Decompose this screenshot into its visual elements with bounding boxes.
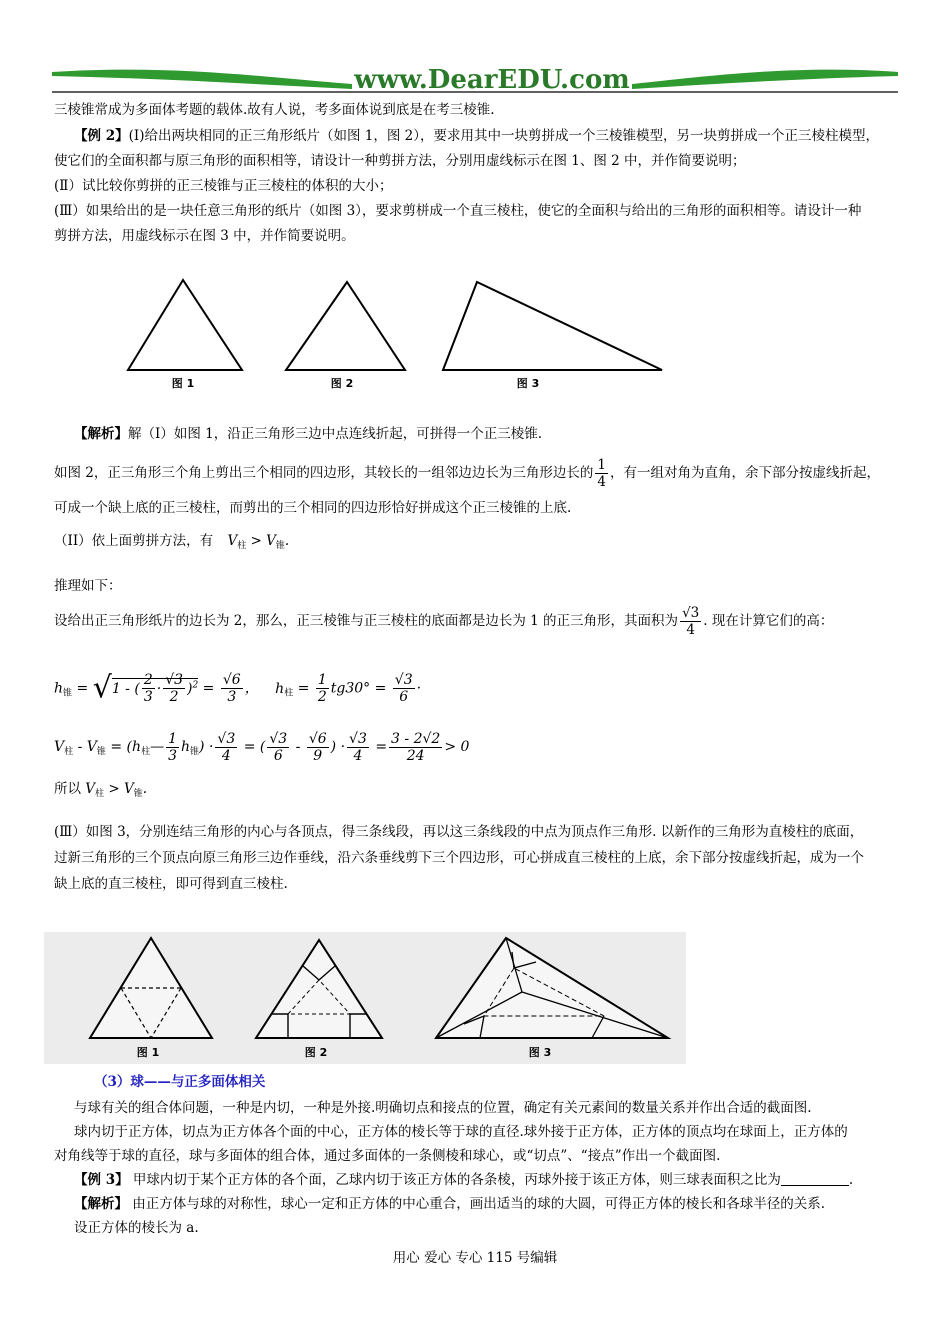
example2-line1: 【例 2】(Ⅰ)给出两块相同的正三角形纸片（如图 1，图 2），要求用其中一块剪拼成一个三棱锥模型，另一块剪拼成一个正三棱柱模型， (74, 128, 879, 144)
section3-line2: 球内切于正方体，切点为正方体各个面的中心，正方体的棱长等于球的直径.球外接于正方体，正方体的顶点均在球面上，正方体的 (74, 1124, 848, 1140)
example3-label: 【例 3】 (74, 1172, 129, 1188)
example2-label: 【例 2】 (74, 128, 129, 144)
volume-comparison: $V_柱 > V_锥$. (227, 533, 290, 551)
fraction-quarter: $\frac{1}{4}$ (597, 457, 606, 490)
solution-line2: 如图 2，正三角形三个角上剪出三个相同的四边形，其较长的一组邻边边长为三角形边长的 $\frac{1}{4}$ ，有一组对角为直角，余下部分按虚线折起， (54, 457, 880, 490)
triangle-fig1 (128, 280, 242, 370)
reasoning-intro: 推理如下： (54, 578, 122, 594)
height-formulas: $h_锥 = √1$ - ( $\frac{2}{3}$ · $\frac{√3}{2}$ )$^2$ = $\frac{√6}{3}$ ， $h_柱$ = $\frac{1}{2}$ tg30° = $\frac{√3}{6}$ · (54, 670, 422, 706)
example2-line2: 使它们的全面积都与原三角形的面积相等，请设计一种剪拼方法，分别用虚线标示在图 1、图 2 中，并作简要说明； (54, 153, 746, 169)
page-footer: 用心 爱心 专心 115 号编辑 (392, 1250, 558, 1266)
fig1-caption: 图 1 (171, 377, 195, 390)
site-title: www.DearEDU.com (354, 65, 630, 95)
sqrt-sign: √ (92, 670, 112, 706)
section3-line3: 对角线等于球的直径，球与多面体的组合体，通过多面体的一条侧棱和球心，或“切点”、“接点”作出一个截面图. (54, 1148, 721, 1164)
solution-line8: 过新三角形的三个顶点向原三角形三边作垂线，沿六条垂线剪下三个四边形，可心拼成直三棱柱的上底，余下部分按虚线折起，成为一个 (54, 850, 864, 866)
bottom-fig2-caption: 图 2 (304, 1046, 328, 1059)
solution-line9: 缺上底的直三棱柱，即可得到直三棱柱. (54, 876, 288, 892)
solution-line4: （II）依上面剪拼方法，有 $V_柱 > V_锥$. (54, 533, 290, 551)
solution-line3: 可成一个缺上底的正三棱柱，而剪出的三个相同的四边形恰好拼成这个正三棱锥的上底. (54, 500, 572, 516)
conclusion-line: 所以 $V_柱 > V_锥$. (54, 781, 148, 799)
header-swoosh (52, 58, 898, 98)
solution3-last: 设正方体的棱长为 a. (74, 1220, 199, 1236)
triangle-fig2 (286, 282, 405, 370)
solution-line6: 设给出正三角形纸片的边长为 2，那么，正三棱锥与正三棱柱的底面都是边长为 1 的正三角形，其面积为 $\frac{√3}{4}$ . 现在计算它们的高： (54, 605, 834, 638)
solution-line7: (Ⅲ）如图 3，分别连结三角形的内心与各顶点，得三条线段，再以这三条线段的中点为顶点作三角形. 以新作的三角形为直棱柱的底面， (54, 824, 864, 840)
site-header (52, 58, 898, 98)
section3-title: （3）球——与正多面体相关 (94, 1074, 266, 1090)
triangle-fig3 (443, 282, 662, 370)
fig3-caption: 图 3 (516, 377, 540, 390)
answer-blank[interactable] (781, 1171, 849, 1186)
example3-line: 【例 3】 甲球内切于某个正方体的各个面，乙球内切于该正方体的各条棱，丙球外接于该正方体，则三球表面积之比为 . (74, 1172, 854, 1188)
section3-line1: 与球有关的组合体问题，一种是内切，一种是外接.明确切点和接点的位置，确定有关元素间的数量关系并作出合适的截面图. (74, 1100, 812, 1116)
solution3-label: 【解析】 (74, 1196, 128, 1212)
example2-line5: 剪拼方法，用虚线标示在图 3 中，并作简要说明。 (54, 228, 355, 244)
example2-line4: (Ⅲ）如果给出的是一块任意三角形的纸片（如图 3），要求剪栟成一个直三棱柱，使它的全面积与给出的三角形的面积相等。请设计一种 (54, 203, 862, 219)
intro-text: 三棱锥常成为多面体考题的载体.故有人说，考多面体说到底是在考三棱锥. (54, 102, 495, 118)
cut-pattern-figures (44, 932, 686, 1064)
bottom-fig3-caption: 图 3 (528, 1046, 552, 1059)
triangle-figures (120, 272, 680, 402)
sqrt-body: 1 - ( $\frac{2}{3}$ · $\frac{√3}{2}$ )$^2$ (111, 672, 199, 706)
fig2-caption: 图 2 (330, 377, 354, 390)
solution-label: 【解析】 (74, 426, 128, 442)
example2-line3: (Ⅱ）试比较你剪拼的正三棱锥与正三棱柱的体积的大小； (54, 178, 393, 194)
volume-difference-formula: $V_柱 - V_锥$ = ($h_柱—$ $\frac{1}{3}$ $h_锥$) · $\frac{√3}{4}$ = ( $\frac{√3}{6}$ - $\frac{√6}{9}$ ) · $\frac{√3}{4}$ = $\frac{3 - 2√2}{24}$ > 0 (54, 730, 470, 764)
solution3-line: 【解析】 由正方体与球的对称性，球心一定和正方体的中心重合，画出适当的球的大圆，可得正方体的棱长和各球半径的关系. (74, 1196, 826, 1212)
bottom-fig1-caption: 图 1 (136, 1046, 160, 1059)
fraction-area: $\frac{√3}{4}$ (682, 605, 700, 638)
solution-line1: 【解析】解（I）如图 1，沿正三角形三边中点连线折起，可拼得一个正三棱锥. (74, 426, 543, 442)
